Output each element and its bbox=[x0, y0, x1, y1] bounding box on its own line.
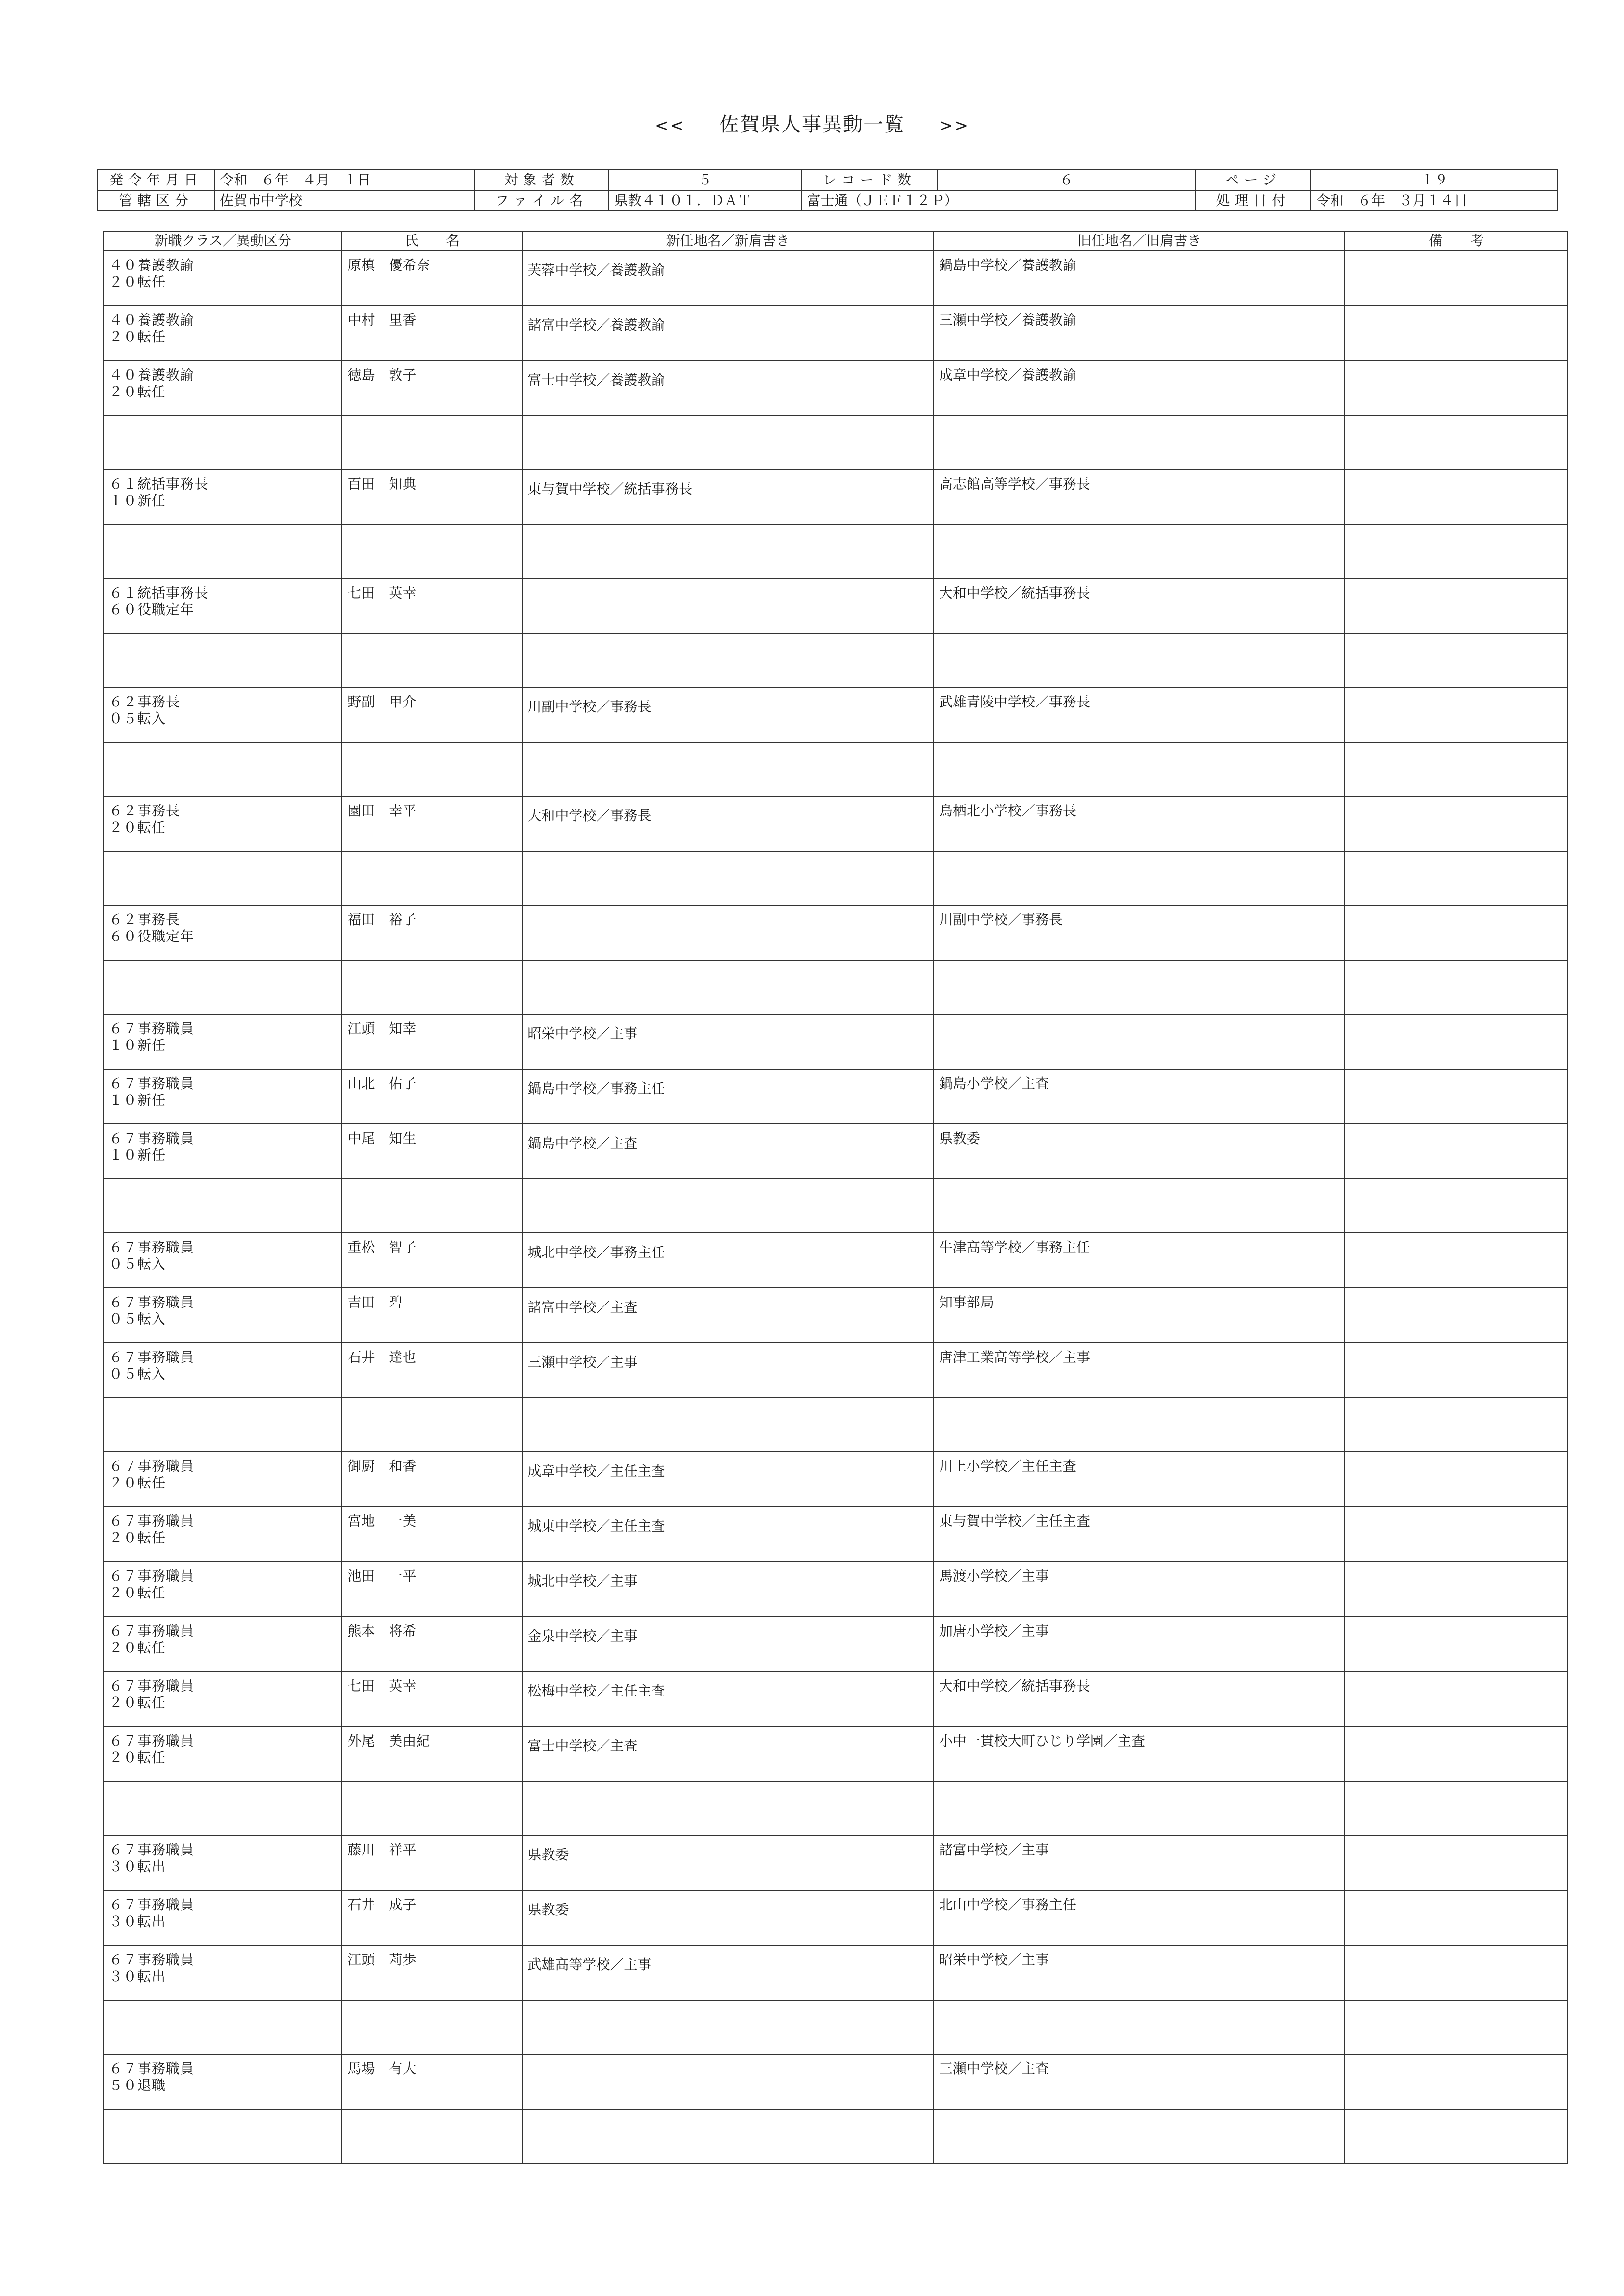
transfer-type: ３０転出 bbox=[109, 1968, 166, 1984]
blank-row bbox=[104, 742, 1568, 796]
name-cell: 百田 知典 bbox=[342, 470, 522, 524]
note-cell bbox=[1345, 1179, 1568, 1233]
new-post-cell bbox=[522, 2000, 934, 2054]
note-cell bbox=[1345, 251, 1568, 306]
table-row bbox=[104, 796, 1568, 851]
old-post-cell: 鍋島小学校／主査 bbox=[934, 1069, 1345, 1124]
note-cell bbox=[1345, 1617, 1568, 1671]
name-cell: 御厨 和香 bbox=[342, 1452, 522, 1507]
note-cell bbox=[1345, 905, 1568, 960]
transfer-type: ３０転出 bbox=[109, 1858, 166, 1875]
note-cell bbox=[1345, 2000, 1568, 2054]
old-post-cell: 三瀬中学校／主査 bbox=[934, 2054, 1345, 2109]
class-cell bbox=[104, 578, 342, 633]
old-post-cell: 武雄青陵中学校／事務長 bbox=[934, 687, 1345, 742]
job-class: ６７事務職員 bbox=[109, 1897, 195, 1913]
old-post-cell: 成章中学校／養護教諭 bbox=[934, 361, 1345, 416]
old-post-cell bbox=[934, 2109, 1345, 2163]
class-cell bbox=[104, 742, 342, 796]
table-row bbox=[104, 361, 1568, 416]
class-cell bbox=[104, 905, 342, 960]
job-class: ６７事務職員 bbox=[109, 1020, 195, 1037]
class-cell bbox=[104, 2054, 342, 2109]
table-row bbox=[104, 1343, 1568, 1398]
class-cell bbox=[104, 470, 342, 524]
new-post-cell: 東与賀中学校／統括事務長 bbox=[522, 470, 934, 524]
name-cell: 江頭 莉歩 bbox=[342, 1945, 522, 2000]
class-cell bbox=[104, 2109, 342, 2163]
transfer-type: ０５転入 bbox=[109, 1366, 166, 1382]
name-cell: 重松 智子 bbox=[342, 1233, 522, 1288]
old-post-cell: 県教委 bbox=[934, 1124, 1345, 1179]
note-cell bbox=[1345, 1726, 1568, 1781]
note-cell bbox=[1345, 578, 1568, 633]
transfer-type: １０新任 bbox=[109, 493, 166, 509]
note-cell bbox=[1345, 1452, 1568, 1507]
new-post-cell: 三瀬中学校／主事 bbox=[522, 1343, 934, 1398]
job-class: ６７事務職員 bbox=[109, 1623, 195, 1639]
jurisdiction-value: 佐賀市中学校 bbox=[214, 190, 474, 211]
job-class: ６１統括事務長 bbox=[109, 476, 209, 492]
note-cell bbox=[1345, 796, 1568, 851]
system-value: 富士通（ＪＥＦ１２Ｐ） bbox=[801, 190, 1196, 211]
issue-date-value: 令和 ６年 ４月 １日 bbox=[214, 170, 474, 190]
new-post-cell bbox=[522, 578, 934, 633]
name-cell: 池田 一平 bbox=[342, 1562, 522, 1617]
blank-row bbox=[104, 1398, 1568, 1452]
table-row bbox=[104, 1617, 1568, 1671]
new-post-cell: 県教委 bbox=[522, 1890, 934, 1945]
new-post-cell: 武雄高等学校／主事 bbox=[522, 1945, 934, 2000]
blank-row bbox=[104, 2000, 1568, 2054]
note-cell bbox=[1345, 361, 1568, 416]
new-post-cell: 昭栄中学校／主事 bbox=[522, 1014, 934, 1069]
class-cell bbox=[104, 1014, 342, 1069]
job-class: ６７事務職員 bbox=[109, 1130, 195, 1147]
job-class: ６１統括事務長 bbox=[109, 585, 209, 601]
table-row bbox=[104, 1945, 1568, 2000]
class-cell bbox=[104, 1124, 342, 1179]
class-cell bbox=[104, 796, 342, 851]
transfer-type: ２０転任 bbox=[109, 384, 166, 400]
name-cell: 中村 里香 bbox=[342, 306, 522, 361]
new-post-cell bbox=[522, 1398, 934, 1452]
name-cell: 熊本 将希 bbox=[342, 1617, 522, 1671]
old-post-cell: 知事部局 bbox=[934, 1288, 1345, 1343]
new-post-cell: 金泉中学校／主事 bbox=[522, 1617, 934, 1671]
transfer-type: ２０転任 bbox=[109, 1749, 166, 1766]
table-row bbox=[104, 578, 1568, 633]
class-cell bbox=[104, 1562, 342, 1617]
transfer-type: ２０転任 bbox=[109, 819, 166, 835]
new-post-cell: 鍋島中学校／主査 bbox=[522, 1124, 934, 1179]
class-cell bbox=[104, 1671, 342, 1726]
table-row bbox=[104, 1835, 1568, 1890]
job-class: ６７事務職員 bbox=[109, 1239, 195, 1255]
class-cell bbox=[104, 306, 342, 361]
new-post-cell: 県教委 bbox=[522, 1835, 934, 1890]
job-class: ６２事務長 bbox=[109, 694, 181, 710]
class-cell bbox=[104, 524, 342, 578]
name-cell: 外尾 美由紀 bbox=[342, 1726, 522, 1781]
old-post-cell: 鳥栖北小学校／事務長 bbox=[934, 796, 1345, 851]
note-cell bbox=[1345, 1124, 1568, 1179]
new-post-cell bbox=[522, 960, 934, 1014]
job-class: ６７事務職員 bbox=[109, 1513, 195, 1529]
new-post-cell: 川副中学校／事務長 bbox=[522, 687, 934, 742]
col-header-new: 新任地名／新肩書き bbox=[522, 231, 934, 251]
job-class: ６７事務職員 bbox=[109, 1349, 195, 1365]
transfer-type: ２０転任 bbox=[109, 1475, 166, 1491]
class-cell bbox=[104, 687, 342, 742]
note-cell bbox=[1345, 1014, 1568, 1069]
job-class: ６７事務職員 bbox=[109, 1733, 195, 1749]
job-class: ４０養護教諭 bbox=[109, 312, 195, 328]
name-cell: 藤川 祥平 bbox=[342, 1835, 522, 1890]
note-cell bbox=[1345, 470, 1568, 524]
new-post-cell bbox=[522, 2109, 934, 2163]
new-post-cell: 富士中学校／養護教諭 bbox=[522, 361, 934, 416]
title-right-bracket: >> bbox=[939, 116, 969, 135]
target-count-label: 対象者数 bbox=[474, 170, 609, 190]
transfer-type: ６０役職定年 bbox=[109, 601, 195, 618]
new-post-cell bbox=[522, 2054, 934, 2109]
old-post-cell bbox=[934, 1179, 1345, 1233]
name-cell: 山北 佑子 bbox=[342, 1069, 522, 1124]
transfer-type: ２０転任 bbox=[109, 1640, 166, 1656]
table-row bbox=[104, 251, 1568, 306]
new-post-cell bbox=[522, 524, 934, 578]
class-cell bbox=[104, 361, 342, 416]
transfer-type: ０５転入 bbox=[109, 710, 166, 727]
transfer-type: ２０転任 bbox=[109, 1530, 166, 1546]
note-cell bbox=[1345, 1507, 1568, 1562]
note-cell bbox=[1345, 1671, 1568, 1726]
note-cell bbox=[1345, 1562, 1568, 1617]
name-cell: 福田 裕子 bbox=[342, 905, 522, 960]
transfer-type: ５０退職 bbox=[109, 2077, 166, 2093]
job-class: ６７事務職員 bbox=[109, 1458, 195, 1474]
transfer-type: １０新任 bbox=[109, 1092, 166, 1108]
job-class: ６７事務職員 bbox=[109, 1075, 195, 1092]
job-class: ４０養護教諭 bbox=[109, 367, 195, 383]
note-cell bbox=[1345, 1233, 1568, 1288]
old-post-cell bbox=[934, 1398, 1345, 1452]
job-class: ６２事務長 bbox=[109, 912, 181, 928]
table-row bbox=[104, 470, 1568, 524]
name-cell bbox=[342, 2109, 522, 2163]
new-post-cell: 大和中学校／事務長 bbox=[522, 796, 934, 851]
blank-row bbox=[104, 524, 1568, 578]
name-cell bbox=[342, 2000, 522, 2054]
old-post-cell bbox=[934, 524, 1345, 578]
old-post-cell: 三瀬中学校／養護教諭 bbox=[934, 306, 1345, 361]
job-class: ６７事務職員 bbox=[109, 1678, 195, 1694]
new-post-cell: 諸富中学校／養護教諭 bbox=[522, 306, 934, 361]
header-table bbox=[97, 169, 1558, 211]
table-row bbox=[104, 1562, 1568, 1617]
col-header-note: 備 考 bbox=[1345, 231, 1568, 251]
record-count-value: ６ bbox=[937, 170, 1196, 190]
note-cell bbox=[1345, 1781, 1568, 1835]
note-cell bbox=[1345, 1288, 1568, 1343]
col-header-old: 旧任地名／旧肩書き bbox=[934, 231, 1345, 251]
old-post-cell bbox=[934, 960, 1345, 1014]
name-cell: 石井 達也 bbox=[342, 1343, 522, 1398]
job-class: ６７事務職員 bbox=[109, 1294, 195, 1310]
name-cell: 吉田 碧 bbox=[342, 1288, 522, 1343]
name-cell bbox=[342, 742, 522, 796]
name-cell: 石井 成子 bbox=[342, 1890, 522, 1945]
note-cell bbox=[1345, 960, 1568, 1014]
name-cell bbox=[342, 1781, 522, 1835]
class-cell bbox=[104, 1452, 342, 1507]
transfer-type: ２０転任 bbox=[109, 1585, 166, 1601]
name-cell: 七田 英幸 bbox=[342, 1671, 522, 1726]
table-row bbox=[104, 1671, 1568, 1726]
new-post-cell: 城北中学校／事務主任 bbox=[522, 1233, 934, 1288]
table-row bbox=[104, 1507, 1568, 1562]
table-row bbox=[104, 1124, 1568, 1179]
table-row bbox=[104, 306, 1568, 361]
old-post-cell: 川上小学校／主任主査 bbox=[934, 1452, 1345, 1507]
blank-row bbox=[104, 2109, 1568, 2163]
old-post-cell: 牛津高等学校／事務主任 bbox=[934, 1233, 1345, 1288]
blank-row bbox=[104, 960, 1568, 1014]
note-cell bbox=[1345, 1890, 1568, 1945]
new-post-cell bbox=[522, 633, 934, 687]
name-cell: 原槙 優希奈 bbox=[342, 251, 522, 306]
name-cell bbox=[342, 633, 522, 687]
class-cell bbox=[104, 1288, 342, 1343]
table-row bbox=[104, 2054, 1568, 2109]
target-count-value: ５ bbox=[609, 170, 802, 190]
old-post-cell bbox=[934, 851, 1345, 905]
old-post-cell bbox=[934, 633, 1345, 687]
col-header-class: 新職クラス／異動区分 bbox=[104, 231, 342, 251]
blank-row bbox=[104, 416, 1568, 470]
class-cell bbox=[104, 960, 342, 1014]
note-cell bbox=[1345, 1945, 1568, 2000]
old-post-cell: 大和中学校／統括事務長 bbox=[934, 578, 1345, 633]
transfer-type: ０５転入 bbox=[109, 1256, 166, 1272]
blank-row bbox=[104, 633, 1568, 687]
new-post-cell bbox=[522, 742, 934, 796]
name-cell: 江頭 知幸 bbox=[342, 1014, 522, 1069]
issue-date-label: 発令年月日 bbox=[98, 170, 214, 190]
name-cell: 徳島 敦子 bbox=[342, 361, 522, 416]
name-cell: 宮地 一美 bbox=[342, 1507, 522, 1562]
transfer-type: ３０転出 bbox=[109, 1913, 166, 1930]
name-cell bbox=[342, 851, 522, 905]
note-cell bbox=[1345, 306, 1568, 361]
table-row bbox=[104, 1452, 1568, 1507]
old-post-cell: 鍋島中学校／養護教諭 bbox=[934, 251, 1345, 306]
job-class: ６７事務職員 bbox=[109, 2061, 195, 2077]
note-cell bbox=[1345, 851, 1568, 905]
new-post-cell: 諸富中学校／主査 bbox=[522, 1288, 934, 1343]
title-text: 佐賀県人事異動一覧 bbox=[719, 113, 905, 136]
old-post-cell: 小中一貫校大町ひじり学園／主査 bbox=[934, 1726, 1345, 1781]
note-cell bbox=[1345, 742, 1568, 796]
document-title bbox=[0, 109, 1624, 137]
table-row bbox=[104, 1890, 1568, 1945]
job-class: ６７事務職員 bbox=[109, 1842, 195, 1858]
page-number: １９ bbox=[1311, 170, 1558, 190]
record-count-label: レコード数 bbox=[801, 170, 937, 190]
old-post-cell: 北山中学校／事務主任 bbox=[934, 1890, 1345, 1945]
transfer-type: ２０転任 bbox=[109, 274, 166, 290]
new-post-cell bbox=[522, 1781, 934, 1835]
note-cell bbox=[1345, 524, 1568, 578]
file-name-label: ファイル名 bbox=[474, 190, 609, 211]
personnel-table bbox=[103, 231, 1568, 2164]
job-class: ４０養護教諭 bbox=[109, 257, 195, 273]
new-post-cell: 鍋島中学校／事務主任 bbox=[522, 1069, 934, 1124]
file-name-value: 県教４１０１．ＤＡＴ bbox=[609, 190, 802, 211]
new-post-cell bbox=[522, 416, 934, 470]
class-cell bbox=[104, 1233, 342, 1288]
class-cell bbox=[104, 851, 342, 905]
name-cell bbox=[342, 1398, 522, 1452]
old-post-cell bbox=[934, 1014, 1345, 1069]
class-cell bbox=[104, 416, 342, 470]
class-cell bbox=[104, 1343, 342, 1398]
new-post-cell: 成章中学校／主任主査 bbox=[522, 1452, 934, 1507]
name-cell: 馬場 有大 bbox=[342, 2054, 522, 2109]
job-class: ６７事務職員 bbox=[109, 1568, 195, 1584]
old-post-cell: 昭栄中学校／主事 bbox=[934, 1945, 1345, 2000]
process-date-label: 処理日付 bbox=[1196, 190, 1311, 211]
new-post-cell: 城東中学校／主任主査 bbox=[522, 1507, 934, 1562]
old-post-cell: 馬渡小学校／主事 bbox=[934, 1562, 1345, 1617]
table-row bbox=[104, 1288, 1568, 1343]
blank-row bbox=[104, 851, 1568, 905]
class-cell bbox=[104, 1890, 342, 1945]
col-header-name: 氏 名 bbox=[342, 231, 522, 251]
old-post-cell: 川副中学校／事務長 bbox=[934, 905, 1345, 960]
table-row bbox=[104, 1069, 1568, 1124]
name-cell: 園田 幸平 bbox=[342, 796, 522, 851]
note-cell bbox=[1345, 1398, 1568, 1452]
blank-row bbox=[104, 1179, 1568, 1233]
class-cell bbox=[104, 1398, 342, 1452]
note-cell bbox=[1345, 1343, 1568, 1398]
table-row bbox=[104, 1014, 1568, 1069]
old-post-cell: 諸富中学校／主事 bbox=[934, 1835, 1345, 1890]
class-cell bbox=[104, 1069, 342, 1124]
note-cell bbox=[1345, 2109, 1568, 2163]
transfer-type: ６０役職定年 bbox=[109, 928, 195, 944]
process-date-value: 令和 ６年 ３月１４日 bbox=[1311, 190, 1558, 211]
name-cell: 七田 英幸 bbox=[342, 578, 522, 633]
page-label: ページ bbox=[1196, 170, 1311, 190]
transfer-type: ０５転入 bbox=[109, 1311, 166, 1327]
note-cell bbox=[1345, 416, 1568, 470]
new-post-cell: 城北中学校／主事 bbox=[522, 1562, 934, 1617]
class-cell bbox=[104, 1179, 342, 1233]
jurisdiction-label: 管轄区分 bbox=[98, 190, 214, 211]
transfer-type: ２０転任 bbox=[109, 1695, 166, 1711]
old-post-cell: 大和中学校／統括事務長 bbox=[934, 1671, 1345, 1726]
class-cell bbox=[104, 1507, 342, 1562]
old-post-cell: 高志館高等学校／事務長 bbox=[934, 470, 1345, 524]
old-post-cell bbox=[934, 2000, 1345, 2054]
old-post-cell bbox=[934, 1781, 1345, 1835]
name-cell bbox=[342, 524, 522, 578]
class-cell bbox=[104, 2000, 342, 2054]
table-row bbox=[104, 905, 1568, 960]
name-cell: 中尾 知生 bbox=[342, 1124, 522, 1179]
class-cell bbox=[104, 251, 342, 306]
transfer-type: ２０転任 bbox=[109, 329, 166, 345]
title-left-bracket: << bbox=[655, 116, 685, 135]
table-row bbox=[104, 687, 1568, 742]
old-post-cell: 加唐小学校／主事 bbox=[934, 1617, 1345, 1671]
class-cell bbox=[104, 1945, 342, 2000]
name-cell: 野副 甲介 bbox=[342, 687, 522, 742]
name-cell bbox=[342, 1179, 522, 1233]
note-cell bbox=[1345, 1835, 1568, 1890]
note-cell bbox=[1345, 687, 1568, 742]
table-row bbox=[104, 1726, 1568, 1781]
name-cell bbox=[342, 416, 522, 470]
table-row bbox=[104, 1233, 1568, 1288]
new-post-cell: 松梅中学校／主任主査 bbox=[522, 1671, 934, 1726]
blank-row bbox=[104, 1781, 1568, 1835]
old-post-cell bbox=[934, 416, 1345, 470]
old-post-cell bbox=[934, 742, 1345, 796]
job-class: ６２事務長 bbox=[109, 803, 181, 819]
class-cell bbox=[104, 1726, 342, 1781]
job-class: ６７事務職員 bbox=[109, 1952, 195, 1968]
class-cell bbox=[104, 633, 342, 687]
class-cell bbox=[104, 1617, 342, 1671]
new-post-cell bbox=[522, 851, 934, 905]
new-post-cell: 富士中学校／主査 bbox=[522, 1726, 934, 1781]
new-post-cell bbox=[522, 1179, 934, 1233]
old-post-cell: 唐津工業高等学校／主事 bbox=[934, 1343, 1345, 1398]
class-cell bbox=[104, 1781, 342, 1835]
note-cell bbox=[1345, 2054, 1568, 2109]
transfer-type: １０新任 bbox=[109, 1147, 166, 1163]
old-post-cell: 東与賀中学校／主任主査 bbox=[934, 1507, 1345, 1562]
new-post-cell bbox=[522, 905, 934, 960]
note-cell bbox=[1345, 1069, 1568, 1124]
class-cell bbox=[104, 1835, 342, 1890]
name-cell bbox=[342, 960, 522, 1014]
table-header-row bbox=[104, 231, 1568, 251]
new-post-cell: 芙蓉中学校／養護教諭 bbox=[522, 251, 934, 306]
transfer-type: １０新任 bbox=[109, 1037, 166, 1053]
note-cell bbox=[1345, 633, 1568, 687]
